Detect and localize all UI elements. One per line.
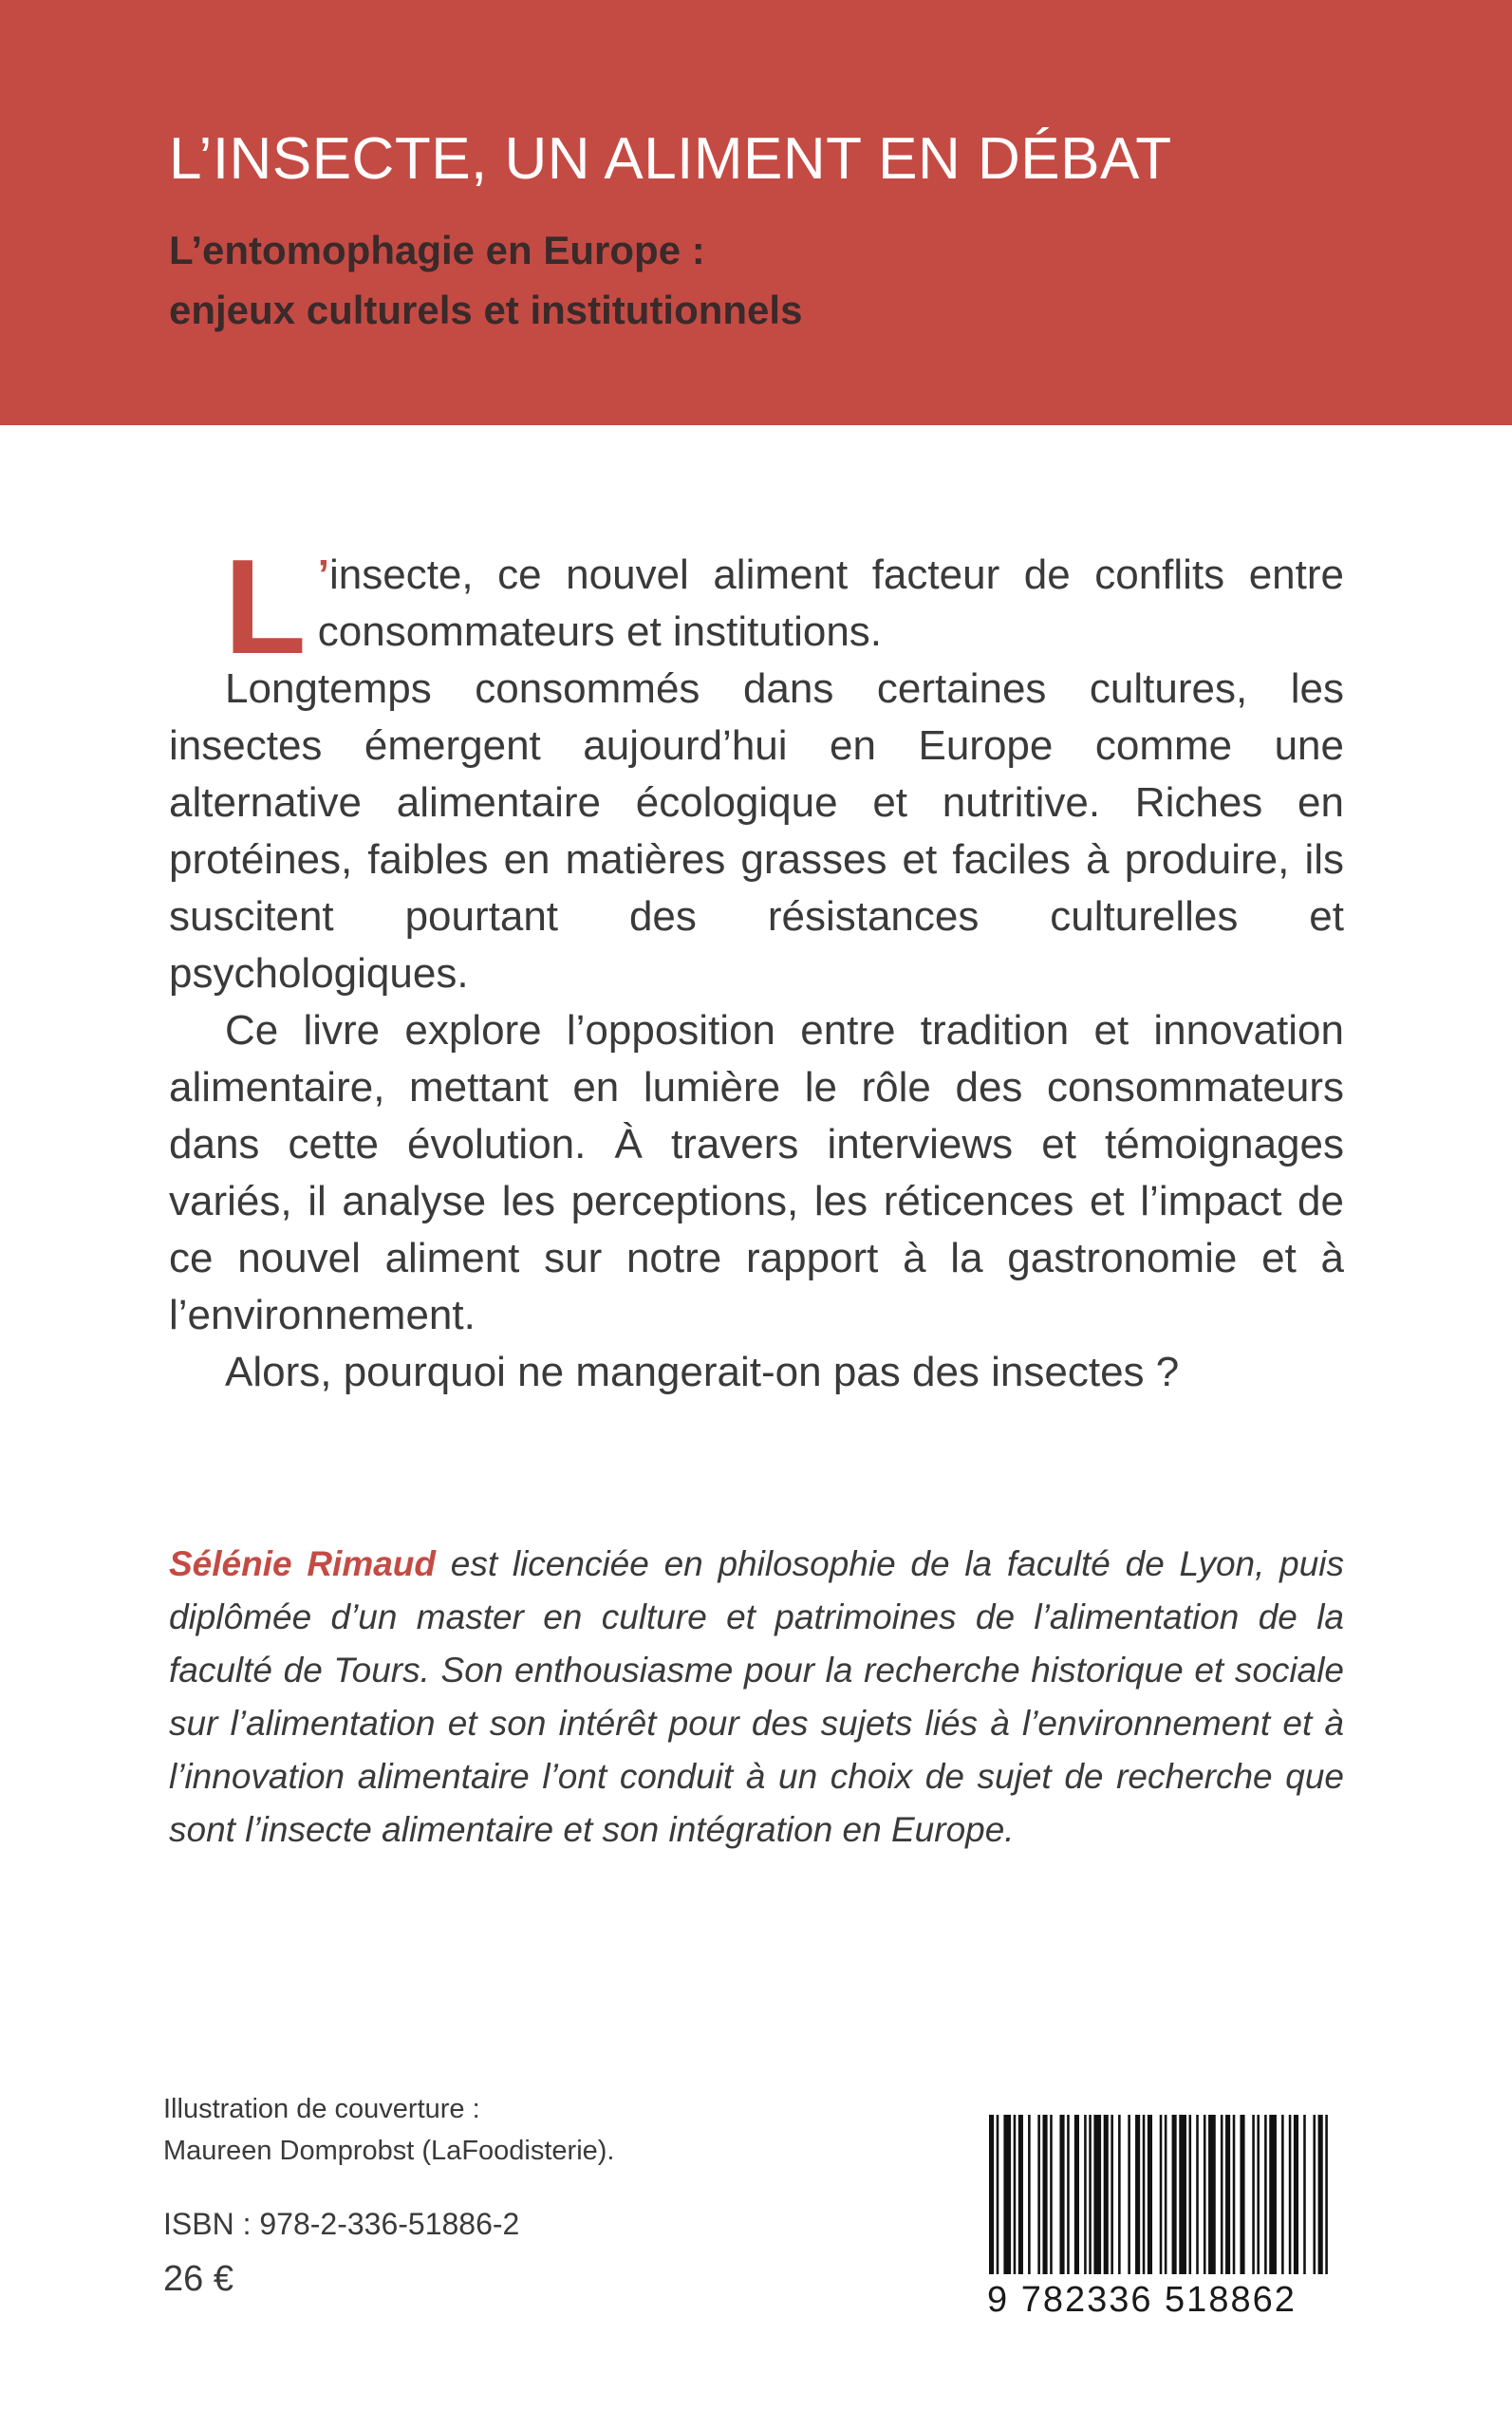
author-bio-text: est licenciée en philosophie de la faculté de Lyon, puis diplômée d’un master en culture et patrimoines de l’alimentation de la faculté de Tours. Son enthousiasme pour la recherche historique et sociale sur l’alimentation et son intérêt pour des sujets liés à l’environnement et à l’innovation alimentaire l’ont conduit à un choix de sujet de recherche que sont l’insecte alimentaire et son intégration en Europe. [169, 1544, 1344, 1849]
barcode-bar [1233, 2115, 1236, 2274]
barcode-bar [1289, 2115, 1292, 2274]
barcode-bar [1028, 2115, 1031, 2274]
barcode-bar [1303, 2115, 1306, 2274]
barcode-bar [1104, 2115, 1109, 2274]
summary-paragraph-2: Longtemps consommés dans certaines cultures, les insectes émergent aujourd’hui en Europe comme une alternative alimentaire écologique et nutritive. Riches en protéines, faibles en matières grasses et faciles à produire, ils suscitent pourtant des résistances culturelles et psychologiques. [169, 665, 1344, 997]
barcode-bar [1172, 2115, 1177, 2274]
barcode-bar [1196, 2115, 1199, 2274]
barcode-bar [1252, 2115, 1255, 2274]
barcode-image [989, 2115, 1333, 2274]
summary-paragraph-4: Alors, pourquoi ne mangerait-on pas des insectes ? [225, 1349, 1180, 1395]
subtitle-line-2: enjeux culturels et institutionnels [169, 288, 803, 332]
barcode-bar [1118, 2115, 1121, 2274]
barcode-bar [1014, 2115, 1017, 2274]
barcode-bar [1189, 2115, 1192, 2274]
barcode-bar [1313, 2115, 1316, 2274]
barcode-bar [1050, 2115, 1053, 2274]
barcode-bar [1257, 2115, 1260, 2274]
drop-cap-apostrophe: ’ [317, 551, 329, 598]
illustration-credits [163, 2088, 614, 2172]
barcode-bar [1221, 2115, 1223, 2274]
author-bio [169, 1538, 1344, 1857]
barcode-bar [1074, 2115, 1079, 2274]
barcode-number: 9 782336 518862 [987, 2280, 1297, 2320]
book-subtitle [169, 220, 802, 340]
isbn-text: ISBN : 978-2-336-51886-2 [163, 2207, 520, 2241]
barcode-bar [1325, 2115, 1328, 2274]
barcode-bar [1111, 2115, 1113, 2274]
summary-paragraph-1-text: insecte, ce nouvel aliment facteur de conflits entre consommateurs et institutions. [317, 551, 1344, 655]
illustration-label: Illustration de couverture : [163, 2094, 480, 2124]
barcode-bar [1160, 2115, 1163, 2274]
barcode-bar [997, 2115, 999, 2274]
barcode-bar [1003, 2115, 1011, 2274]
illustration-credit: Maureen Domprobst (LaFoodisterie). [163, 2136, 615, 2166]
barcode-bar [1264, 2115, 1267, 2274]
barcode-bar [1059, 2115, 1064, 2274]
barcode-bar [1179, 2115, 1186, 2274]
barcode-bar [1037, 2115, 1040, 2274]
subtitle-line-1: L’entomophagie en Europe : [169, 228, 705, 272]
barcode-bar [1093, 2115, 1101, 2274]
summary-paragraph-1 [169, 532, 1344, 682]
barcode-bar [1294, 2115, 1298, 2274]
barcode-bar [1318, 2115, 1323, 2274]
barcode-bar [989, 2115, 994, 2274]
barcode-bar [1042, 2115, 1047, 2274]
summary-text [169, 532, 1344, 1401]
author-name: Sélénie Rimaud [169, 1544, 436, 1583]
barcode-bar [1281, 2115, 1284, 2274]
barcode-bar [1225, 2115, 1230, 2274]
barcode-bar [1208, 2115, 1216, 2274]
barcode-bar [1240, 2115, 1244, 2274]
barcode-bar [1143, 2115, 1146, 2274]
barcode-bar [1135, 2115, 1140, 2274]
barcode-bar [1067, 2115, 1070, 2274]
drop-cap: L [224, 532, 307, 682]
summary-paragraph-3: Ce livre explore l’opposition entre tradition et innovation alimentaire, mettant en lumière le rôle des consommateurs dans cette évolution. À travers interviews et témoignages variés, il analyse les perceptions, les réticences et l’impact de ce nouvel aliment sur notre rapport à la gastronomie et à l’environnement. [169, 1007, 1344, 1338]
barcode-bar [1018, 2115, 1023, 2274]
price-text: 26 € [163, 2259, 233, 2299]
barcode-bar [1165, 2115, 1167, 2274]
cover-header-band [0, 0, 1512, 425]
barcode-bar [1128, 2115, 1130, 2274]
barcode-bar [1269, 2115, 1277, 2274]
barcode-bar [1204, 2115, 1206, 2274]
barcode-bar [1089, 2115, 1092, 2274]
book-title: L’INSECTE, UN ALIMENT EN DÉBAT [169, 126, 1172, 192]
barcode-bar [1084, 2115, 1087, 2274]
barcode-bar [1148, 2115, 1152, 2274]
